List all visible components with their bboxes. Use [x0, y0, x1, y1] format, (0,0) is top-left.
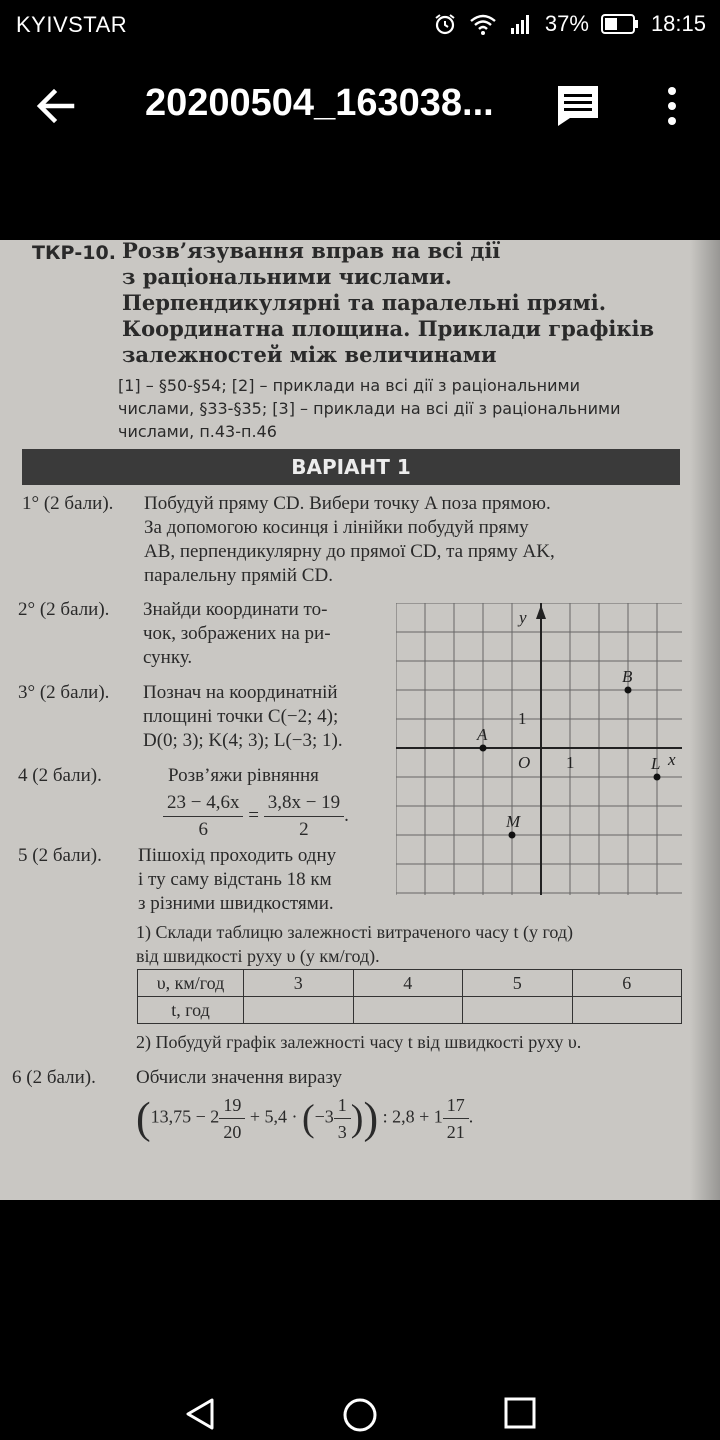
- alarm-icon: [433, 12, 457, 36]
- battery-icon: [601, 13, 639, 35]
- task-6: 6 (2 бали). Обчисли значення виразу (13,75 − 2 $\frac{19}{20}$ + 5,4 · (−3 $\frac{1}{3}$ )) : 2,8 + 1 $\frac{17}{21}$ .: [12, 1066, 682, 1166]
- table-row: t, год: [138, 997, 682, 1024]
- point-a: [480, 745, 487, 752]
- speed-time-table: [137, 969, 682, 1024]
- equation: $\frac{23 - 4,6x}{6}$ = $\frac{3,8x - 19}{2}$ .: [163, 790, 403, 843]
- task-2: 2° (2 бали). Знайди координати то- чок, зображених на ри- сунку.: [18, 599, 331, 668]
- point-label-a: A: [477, 725, 488, 744]
- table-row: υ, км/год 3 4 5 6: [138, 970, 682, 997]
- navigation-bar: [0, 1200, 720, 1440]
- back-arrow-icon[interactable]: [34, 84, 78, 128]
- task-3: 3° (2 бали). Познач на координатній площині точки C(−2; 4); D(0; 3); K(4; 3); L(−3; 1).: [18, 682, 343, 751]
- page-shadow: [690, 240, 720, 1200]
- carrier-name: KYIVSTAR: [16, 12, 128, 37]
- wifi-icon: [469, 12, 497, 36]
- test-code: ТКР-10.: [32, 242, 116, 264]
- document-photo: [0, 240, 720, 1200]
- point-m: [509, 832, 516, 839]
- nav-back-icon[interactable]: [182, 1396, 218, 1432]
- origin-label: O: [518, 753, 531, 772]
- status-icons: [433, 11, 706, 37]
- clock: 18:15: [650, 11, 706, 36]
- unit-y-label: 1: [518, 709, 527, 728]
- app-bar: [0, 60, 720, 150]
- point-label-l: L: [651, 754, 661, 773]
- point-label-b: B: [622, 667, 633, 686]
- status-bar: [0, 0, 720, 50]
- task-1: 1° (2 бали). Побудуй пряму CD. Вибери точку A поза прямою. За допомогою косинця і лінійки побудуй пряму AB, перпендикулярну до прямої CD, та пряму AK, паралельну прямій CD.: [22, 493, 555, 586]
- variant-header: ВАРІАНТ 1: [22, 449, 680, 485]
- point-b: [625, 687, 632, 694]
- references: [1] – §50-§54; [2] – приклади на всі дії з раціональними числами, §33-§35; [3] – приклади на всі дії з раціональними числами, п.43-п.46: [118, 376, 621, 441]
- unit-x-label: 1: [566, 753, 575, 772]
- nav-home-icon[interactable]: [341, 1396, 379, 1434]
- expression: (13,75 − 2 $\frac{19}{20}$ + 5,4 · (−3 $\frac{1}{3}$ )) : 2,8 + 1 $\frac{17}{21}$ .: [136, 1093, 474, 1143]
- coordinate-grid: [396, 603, 682, 895]
- y-axis-arrow: [536, 605, 546, 619]
- task-5: 5 (2 бали). Пішохід проходить одну і ту саму відстань 18 км з різними швидкостями. 1) Склади таблицю залежності витраченого часу t (у год) від швидкості руху υ (у км/год). 2) Побудуй графік залежності часу t від швидкості руху υ.: [18, 845, 582, 1052]
- signal-icon: [509, 12, 533, 36]
- task-4: 4 (2 бали). Розв’яжи рівняння $\frac{23 - 4,6x}{6}$ = $\frac{3,8x - 19}{2}$ .: [18, 764, 398, 844]
- test-title: Розв’язування вправ на всі дії з раціональними числами. Перпендикулярні та паралельні прямі. Координатна площина. Приклади графіків залежностей між величинами: [122, 240, 655, 367]
- comment-icon[interactable]: [556, 84, 600, 128]
- nav-recents-icon[interactable]: [503, 1396, 537, 1430]
- battery-percent: 37%: [544, 11, 589, 36]
- x-axis-label: x: [668, 750, 676, 769]
- point-label-m: M: [506, 812, 521, 831]
- more-vert-icon[interactable]: [660, 84, 684, 128]
- point-l: [654, 774, 661, 781]
- file-title: 20200504_163038...: [145, 82, 494, 124]
- y-axis-label: y: [519, 608, 527, 627]
